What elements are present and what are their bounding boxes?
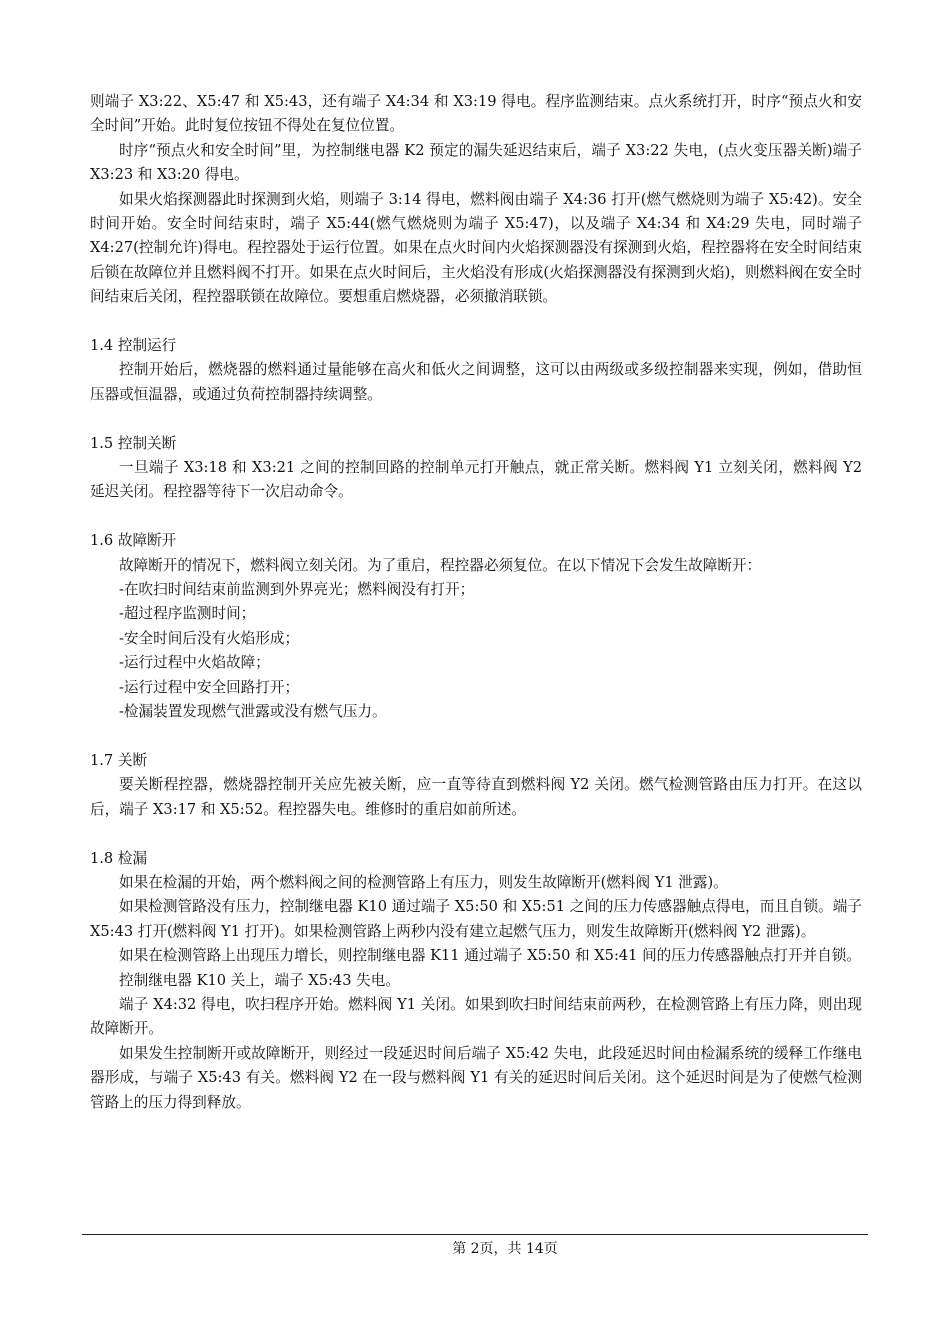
paragraph: 端子 X4:32 得电，吹扫程序开始。燃料阀 Y1 关闭。如果到吹扫时间结束前两秒，在检测管路上有压力降，则出现故障断开。 [90,995,862,1038]
paragraph: 故障断开的情况下，燃料阀立刻关闭。为了重启，程控器必须复位。在以下情况下会发生故障断开： [119,556,762,574]
section-heading-1-5: 1.5 控制关断 [90,434,177,452]
list-item: -在吹扫时间结束前监测到外界亮光；燃料阀没有打开； [119,581,475,599]
page-number: 第 2页，共 14页 [452,1241,558,1257]
list-item: -超过程序监测时间； [119,605,256,623]
paragraph: 一旦端子 X3:18 和 X3:21 之间的控制回路的控制单元打开触点，就正常关断。燃料阀 Y1 立刻关闭，燃料阀 Y2 延迟关闭。程控器等待下一次启动命令。 [90,459,862,501]
paragraph: 时序“预点火和安全时间”里，为控制继电器 K2 预定的漏失延迟结束后，端子 X3:22 失电，(点火变压器关断)端子 X3:23 和 X3:20 得电。 [90,141,862,184]
paragraph: 如果火焰探测器此时探测到火焰，则端子 3:14 得电，燃料阀由端子 X4:36 打开(燃气燃烧则为端子 X5:42)。安全时间开始。安全时间结束时，端子 X5:44(燃气燃烧则为端子 X5:47)，以及端子 X4:34 和 X4:29 失电，同时端子 X4:27(控制允许)得电。程控器处于运行位置。如果在点火时间内火焰探测器没有探测到火焰，程控器将在安全时间结束后锁在故障位并且燃料阀不打开。如果在点火时间后，主火焰没有形成(火焰探测器没有探测到火焰)，则燃料阀在安全时间结束后关闭，程控器联锁在故障位。要想重启燃烧器，必须撤消联锁。 [90,190,862,306]
paragraph: 控制继电器 K10 关上，端子 X5:43 失电。 [119,971,400,989]
document-body [90,90,862,1115]
section-heading-1-8: 1.8 检漏 [90,849,148,867]
paragraph: 如果在检测管路上出现压力增长，则控制继电器 K11 通过端子 X5:50 和 X5:41 间的压力传感器触点打开并自锁。 [119,947,861,965]
list-item: -运行过程中安全回路打开； [119,678,300,696]
list-item: -运行过程中火焰故障； [119,654,270,672]
list-item: -安全时间后没有火焰形成； [119,629,300,647]
paragraph: 要关断程控器，燃烧器控制开关应先被关断，应一直等待直到燃料阀 Y2 关闭。燃气检测管路由压力打开。在这以后，端子 X3:17 和 X5:52。程控器失电。维修时的重启如前所述。 [90,776,862,818]
paragraph: 如果发生控制断开或故障断开，则经过一段延迟时间后端子 X5:42 失电，此段延迟时间由检漏系统的缓释工作继电器形成，与端子 X5:43 有关。燃料阀 Y2 在一段与燃料阀 Y1 有关的延迟时间后关闭。这个延迟时间是为了使燃气检测管路上的压力得到释放。 [90,1044,862,1111]
section-heading-1-4: 1.4 控制运行 [90,337,177,355]
paragraph: 控制开始后，燃烧器的燃料通过量能够在高火和低火之间调整，这可以由两级或多级控制器来实现，例如，借助恒压器或恒温器，或通过负荷控制器持续调整。 [90,361,862,403]
section-heading-1-6: 1.6 故障断开 [90,532,177,550]
list-item: -检漏装置发现燃气泄露或没有燃气压力。 [119,703,387,721]
section-heading-1-7: 1.7 关断 [90,751,148,769]
paragraph: 如果检测管路没有压力，控制继电器 K10 通过端子 X5:50 和 X5:51 之间的压力传感器触点得电，而且自锁。端子 X5:43 打开(燃料阀 Y1 打开)。如果检测管路上两秒内没有建立起燃气压力，则发生故障断开(燃料阀 Y2 泄露)。 [90,898,862,940]
paragraph: 如果在检漏的开始，两个燃料阀之间的检测管路上有压力，则发生故障断开(燃料阀 Y1 泄露)。 [119,873,728,891]
paragraph: 则端子 X3:22、X5:47 和 X5:43，还有端子 X4:34 和 X3:19 得电。程序监测结束。点火系统打开，时序“预点火和安全时间”开始。此时复位按钮不得处在复位位置。 [90,93,862,135]
footer-divider [82,1234,868,1235]
